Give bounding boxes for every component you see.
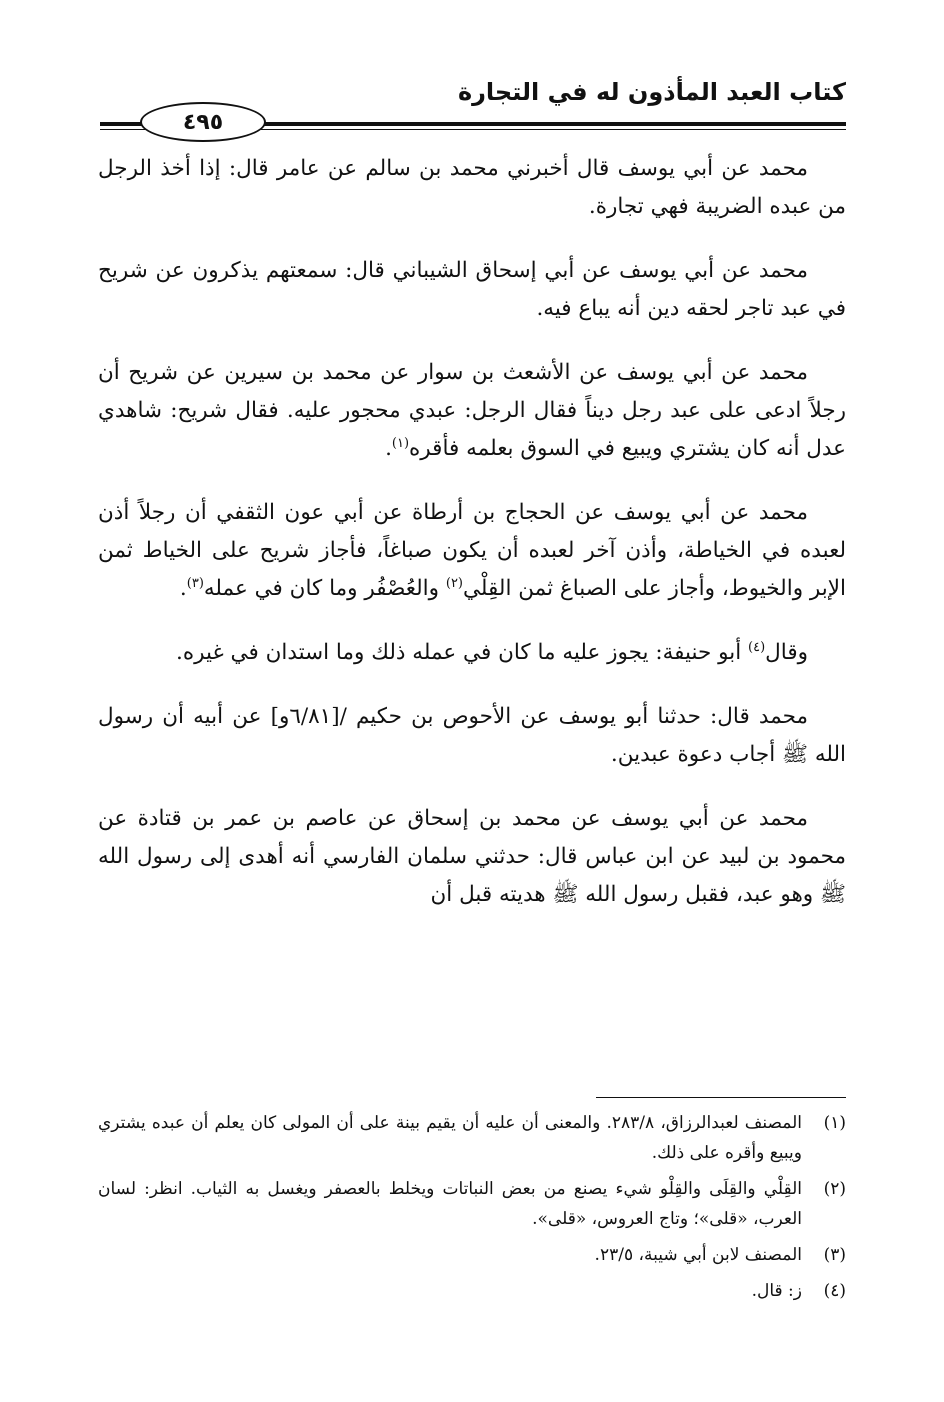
footnote-text: المصنف لابن أبي شيبة، ٢٣/٥. — [594, 1245, 802, 1265]
page-number: ٤٩٥ — [140, 102, 266, 142]
footnote — [98, 1240, 846, 1270]
footnote-number: (٢) — [823, 1179, 846, 1199]
paragraph: محمد قال: حدثنا أبو يوسف عن الأحوص بن حكيم /[٦/٨١و] عن أبيه أن رسول الله ﷺ أجاب دعوة عبدين. — [98, 704, 846, 767]
paragraph: محمد عن أبي يوسف عن الأشعث بن سوار عن محمد بن سيرين عن شريح أن رجلاً ادعى على عبد رجل ديناً فقال الرجل: عبدي محجور عليه. فقال شريح: شاهدي عدل أنه كان يشتري ويبيع في السوق بعلمه فأقره$^{(١)}$. — [98, 360, 846, 461]
page-header — [100, 78, 846, 134]
footnote — [98, 1174, 846, 1234]
footnote-text: ز: قال. — [751, 1281, 802, 1301]
footnote-number: (٤) — [823, 1281, 846, 1301]
footnote-text: المصنف لعبدالرزاق، ٢٨٣/٨. والمعنى أن عليه أن يقيم بينة على أن المولى كان يعلم أن عبده يشتري ويبيع وأقره على ذلك. — [98, 1113, 802, 1163]
paragraph-text: محمد عن أبي يوسف عن الحجاج بن أرطاة عن أبي عون الثقفي أن رجلاً أذن لعبده في الخياطة، وأذن آخر لعبده أن يكون صباغاً، فأجاز شريح على الخياط ثمن الإبر والخيوط، وأجاز على الصباغ ثمن القِلْي — [98, 500, 846, 601]
paragraph: محمد عن أبي يوسف عن الحجاج بن أرطاة عن أبي عون الثقفي أن رجلاً أذن لعبده في الخياطة، وأذن آخر لعبده أن يكون صباغاً، فأجاز شريح على الخياط ثمن الإبر والخيوط، وأجاز على الصباغ ثمن القِلْي$^{(٢)}$ والعُصْفُر وما كان في عمله$^{(٣)}$. — [98, 500, 846, 601]
footnote-number: (٣) — [823, 1245, 846, 1265]
paragraph-text: أبو حنيفة: يجوز عليه ما كان في عمله ذلك وما استدان في غيره. — [176, 640, 742, 665]
paragraph: محمد عن أبي يوسف قال أخبرني محمد بن سالم عن عامر قال: إذا أخذ الرجل من عبده الضريبة فهي تجارة. — [98, 156, 846, 219]
paragraph-text: والعُصْفُر وما كان في عمله — [203, 576, 440, 601]
main-text — [98, 150, 846, 940]
paragraph: محمد عن أبي يوسف عن أبي إسحاق الشيباني قال: سمعتهم يذكرون عن شريح في عبد تاجر لحقه دين أنه يباع فيه. — [98, 258, 846, 321]
running-title: كتاب العبد المأذون له في التجارة — [457, 78, 846, 106]
footnote-ref: (٤) — [748, 639, 766, 655]
footnote-ref: (١) — [391, 435, 410, 451]
footnote — [98, 1108, 846, 1168]
paragraph: محمد عن أبي يوسف عن محمد بن إسحاق عن عاصم بن عمر بن قتادة عن محمود بن لبيد عن ابن عباس قال: حدثني سلمان الفارسي أنه أهدى إلى رسول الله ﷺ وهو عبد، فقبل رسول الله ﷺ هديته قبل أن — [98, 806, 846, 907]
footnote-number: (١) — [823, 1113, 846, 1133]
footnote — [98, 1276, 846, 1306]
paragraph-text: وقال — [765, 640, 808, 665]
paragraph — [98, 634, 846, 672]
footnote-ref: (٣) — [186, 575, 204, 591]
footnotes — [98, 1108, 846, 1312]
paragraph-text: محمد عن أبي يوسف عن الأشعث بن سوار عن محمد بن سيرين عن شريح أن رجلاً ادعى على عبد رجل ديناً فقال الرجل: عبدي محجور عليه. فقال شريح: شاهدي عدل أنه كان يشتري ويبيع في السوق بعلمه فأقره — [98, 360, 846, 461]
footnote-separator — [596, 1097, 846, 1098]
footnote-ref: (٢) — [445, 575, 463, 591]
footnote-text: القِلْي والقِلَى والقِلْو شيء يصنع من بعض النباتات ويخلط بالعصفر ويغسل به الثياب. انظر: لسان العرب، «قلى»؛ وتاج العروس، «قلى». — [98, 1179, 802, 1229]
